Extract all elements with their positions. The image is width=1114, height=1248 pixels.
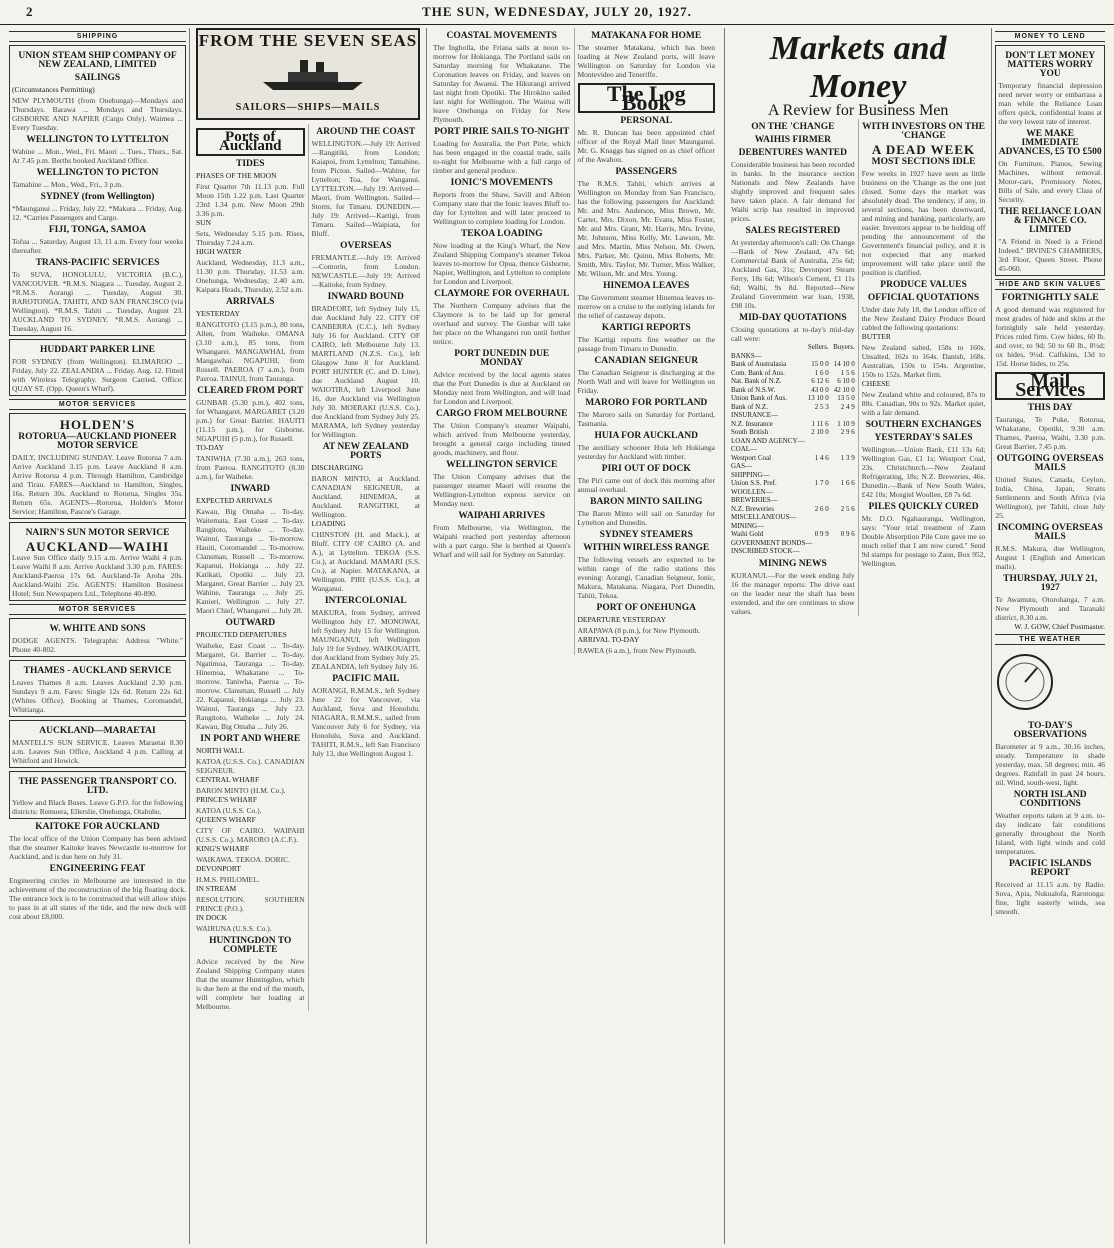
sun-heading: SUN [196,218,212,227]
buyers-header: Buyers. [833,343,855,351]
huia-heading: HUIA FOR AUCKLAND [594,431,698,441]
fill-text: Te Awamutu, Otorohanga, 7 a.m. New Plymouth and Taranaki district, 8.30 a.m. [995,595,1105,622]
table-row [731,369,855,378]
share-name: Union Bank of Aus. [731,394,787,402]
share-name: N.Z. Breweries [731,504,774,513]
fill-text: GUNBAR (5.30 p.m.), 402 tons, for Whangarei. MARGARET (3.20 p.m.) for Great Barrier. HAUITI (11.15 p.m.), for Gisborne. NGAPUHI (5 p.m.), for Russell. [196,398,305,443]
section-motor-services: MOTOR SERVICES [9,399,186,410]
table-row [731,377,855,386]
fill-text: Barometer at 9 a.m., 30.16 inches, steady. Temperature in shade yesterday, max. 58 degrees; min. 46 degrees. Rainfall in past 24 hours, nil. Wind, south-west, light. [995,742,1105,787]
fill-text: WAIKAWA. TEKOA. DORIC. [196,855,291,864]
incoming-overseas-heading: INCOMING OVERSEAS MAILS [997,523,1103,542]
piles-heading: PILES QUICKLY CURED [868,502,979,512]
sellers-value: 0 9 9 [814,530,829,538]
projected-departures-heading: PROJECTED DEPARTURES [196,630,287,639]
breweries-label: BREWERIES— [731,496,778,504]
sellers-value: 1 6 0 [814,368,829,377]
buyers-value: 0 9 6 [840,530,855,538]
table-row [731,360,855,369]
intercolonial-heading: INTERCOLONIAL [324,596,407,606]
share-name: Bank of N.S.W. [731,385,776,394]
kings-wharf-heading: KING'S WHARF [196,844,250,853]
debentures-heading: DEBENTURES WANTED [738,148,847,158]
markets-heading: Markets and Money [769,30,947,105]
ports-heading: Ports of Auckland [196,128,305,156]
thames-ad [9,660,186,717]
fill-text: *Maunganui ... Friday, July 22. *Makura ... Friday, Aug. 12. *Carries Passengers and Cargo. [12,204,183,222]
tides-heading: TIDES [235,159,265,169]
fill-text: From Melbourne, via Wellington, the Waipahi reached port yesterday afternoon with a part cargo. She is berthed at Queen's Wharf and will sail for Sydney on Saturday. [433,523,571,559]
share-name: Bank of Australasia [731,360,787,368]
outgoing-overseas-heading: OUTGOING OVERSEAS MAILS [996,454,1104,473]
fill-text: WAIRUNA (U.S.S. Co.). [196,924,272,933]
sellers-value: 2 6 0 [814,504,829,513]
fill-text: Tauranga, Te Puke, Rotorua, Whakatane, Opotiki, 9.30 a.m. Thames, Paeroa, Waihi, 3.30 p.m. Great Barrier, 7.45 p.m. [995,415,1105,451]
claymore-heading: CLAYMORE FOR OVERHAUL [434,289,570,299]
sellers-value: 6 12 6 [811,377,829,385]
waihis-firmer-heading: WAIHIS FIRMER [754,135,831,145]
fiji-heading: FIJI, TONGA, SAMOA [48,225,147,235]
sellers-value: 1 11 6 [811,419,829,428]
fill-text: Mr. D.O. Ngahauranga, Wellington, says: "Your trial treatment of Zann Double Absorption Pile Cure gave me so much relief that I am now cured." Send 9d stamps for postage to Zann, Box 952, Wellington. [861,514,986,568]
fill-text: Leaves Thames 8 a.m. Leaves Auckland 2.30 p.m. Sundays 9 a.m. Fares: Single 12s 6d. Return 22s 6d. (Whites Office). Booking at Thames, Coromandel, Whitianga. [12,678,183,714]
wellington-picton-heading: WELLINGTON TO PICTON [36,168,159,178]
union-company-ad [9,45,186,336]
around-coast-heading: AROUND THE COAST [316,127,416,137]
barometer-icon [995,652,1055,712]
coastal-column [426,28,721,1244]
ports-column [193,28,423,1244]
fill-text: Tofua ... Saturday, August 13, 11 a.m. Every four weeks thereafter. [12,237,183,255]
fill-text: BARON MINTO (H.M. Co.). [196,786,286,795]
share-table-blank-cell [731,343,803,352]
port-pirie-heading: PORT PIRIE SAILS TO-NIGHT [434,127,570,137]
central-wharf-heading: CENTRAL WHARF [196,775,260,784]
hinemoa-heading: HINEMOA LEAVES [603,281,690,291]
fill-text: Few weeks in 1927 have seen as little business on the 'Change as the one just closed. Some days the market was absolutely dead. The tendency, if any, in several sections, has been downward, and mining and banking, particularly, are easier. Investors appear to be holding off pending the announcement of the Government's financial policy, and it is not expected that any marked improvement will take place until the position is clarified. [861,169,986,277]
fill-text: The Ingholla, the Friana sails at noon to-morrow for Hokianga. The Portland sails on Saturday morning for Whakatane. The Coronation leaves on Friday, and leaves on Saturday for Awanui. The Hikurangi arrived last night from Opotiki. The Hirokino sailed last night for Wellington. The Wairua will leave Onehunga on Friday for New Plymouth. [433,43,571,124]
fill-text: The Government steamer Hinemoa leaves to-morrow on a cruise to the outlying islands for the relief of castaway depots. [577,293,715,320]
holdens-subheading: ROTORUA—AUCKLAND PIONEER MOTOR SERVICE [18,432,177,451]
category-row [731,522,855,531]
buyers-value: 2 4 9 [840,402,855,411]
table-row [731,505,855,514]
fill-text: DAILY, INCLUDING SUNDAY. Leave Rotorua 7 a.m. Arrive Auckland 3.15 p.m. Leave Auckland 8 a.m. Arrive Rotorua 4 p.m. Through Hamilton, Cambridge and Tirau. FARES—Auckland to Hamilton, Singles, 16s. Return 30s. Auckland to Rotorua, Singles 35s. Return 65s. AGENTS—Rotorua, Holden's Motor Service; Hamilton, Pascoe's Garage. [12,453,183,516]
fill-text: Under date July 18, the London office of the New Zealand Dairy Produce Board cabled the following quotations: [861,305,986,332]
sydney-steamers-heading: SYDNEY STEAMERS [599,530,693,540]
table-row [731,420,855,429]
huddart-ad [9,339,186,396]
fill-text: The local office of the Union Company has been advised that the steamer Kaitoke leaves Newcastle to-morrow for Auckland, and is due here on July 31. [9,834,186,861]
expected-arrivals-heading: EXPECTED ARRIVALS [196,496,273,505]
maraetai-ad [9,720,186,768]
fill-text: Received at 11.15 a.m. by Radio. Suva, Apia, Nukualofa, Rarotonga: fine, light easterly winds, sea smooth. [995,880,1105,916]
buyers-value: 14 10 0 [833,360,855,368]
share-name: Com. Bank of Aus. [731,368,785,377]
wellington-lyttelton-heading: WELLINGTON TO LYTTELTON [26,135,169,145]
fill-text: The Kartigi reports fine weather on the passage from Timaru to Dunedin. [577,335,715,353]
huddart-heading: HUDDART PARKER LINE [40,345,155,355]
steamship-icon [258,58,368,92]
sellers-value: 1 4 6 [814,453,829,462]
fortnightly-heading: FORTNIGHTLY SALE [1001,293,1099,303]
share-name: Nat. Bank of N.Z. [731,377,782,385]
fill-text: CITY OF CAIRO. WAIPAHI (U.S.S. Co.). MARORO (A.C.F.). [196,826,305,844]
inward-heading: INWARD [230,484,271,494]
ionics-heading: IONIC'S MOVEMENTS [450,178,553,188]
inscribed-stock-label: INSCRIBED STOCK— [731,547,800,555]
white-sons-heading: W. WHITE AND SONS [49,624,146,634]
sellers-value: 15 0 0 [811,360,829,368]
cargo-melbourne-heading: CARGO FROM MELBOURNE [436,409,568,419]
category-row [731,496,855,505]
onehunga-heading: PORT OF ONEHUNGA [596,603,696,613]
maroro-heading: MARORO FOR PORTLAND [585,398,708,408]
fill-text: RAWEA (6 a.m.), from New Plymouth. [577,646,697,655]
fill-text: On Furniture, Pianos, Sewing Machines, without removal. Motor-cars, Promissory Notes, Bills of Sale, and every Class of Security. [998,159,1102,204]
reliance-heading: THE RELIANCE LOAN & FINANCE CO. LIMITED [998,207,1102,235]
piri-heading: PIRI OUT OF DOCK [601,464,691,474]
kartigi-heading: KARTIGI REPORTS [601,323,691,333]
table-row [731,454,855,463]
share-name: South British [731,428,769,436]
govt-bonds-label: GOVERNMENT BONDS— [731,538,813,547]
produce-values-heading: PRODUCE VALUES [880,280,967,290]
official-quotations-heading: OFFICIAL QUOTATIONS [867,293,980,303]
misc-label: MISCELLANEOUS— [731,513,797,521]
wellington-service-heading: WELLINGTON SERVICE [446,460,558,470]
table-row [731,386,855,395]
at-nz-ports-heading: AT NEW ZEALAND PORTS [322,442,409,461]
discharging-heading: DISCHARGING [311,463,364,472]
waipahi-heading: WAIPAHI ARRIVES [458,511,546,521]
fill-text: Sets, Wednesday 5.15 p.m. Rises, Thursday 7.24 a.m. [196,229,305,247]
sellers-value: 43 0 0 [811,385,829,394]
fill-text: Closing quotations at to-day's mid-day call were: [731,325,855,343]
banks-label: BANKS— [731,351,762,360]
observations-heading: TO-DAY'S OBSERVATIONS [1013,721,1087,740]
buyers-value: 6 10 0 [837,377,855,385]
cleared-heading: CLEARED FROM PORT [197,386,304,396]
fill-text: Waiheke, East Coast ... To-day. Margaret, Gt. Barrier ... To-day. Ngatimoa, Tauranga ... To-day. Hinemoa, Whakatane ... To-morrow. Taniwha, Paeroa ... To-morrow. Clansman, Russell ... July 22. Kapanui, Hokianga ... July 23. Wainui, Tauranga ... July 23. Rangitoto, Waiheke ... July 24. Kawau, Big Omaha ... July 26. [196,641,305,731]
coastal-movements-heading: COASTAL MOVEMENTS [446,31,557,41]
fill-text: Wellington.—Union Bank, £11 13s 6d; Wellington Gas, £1 1s; Westport Coal, 23s. Christchurch.—New Zealand Refrigerating, 18s; N.Z. Breweries, 46s. Dunedin.—Bank of New South Wales, £42 10s; Mosgiel Woollen, £8 7s 6d. [861,445,986,499]
banner-title: FROM THE SEVEN SEAS [198,31,418,50]
share-table [731,343,855,556]
fill-text: Auckland, Wednesday, 11.3 a.m., 11.30 p.m. Thursday, 11.53 a.m. Onehunga, Wednesday, 2.40 a.m. Kaipara Heads, Thursday, 2.52 a.m. [196,258,305,294]
insurance-label: INSURANCE— [731,411,779,419]
section-motor-services-2: MOTOR SERVICES [9,604,186,615]
princes-wharf-heading: PRINCE'S WHARF [196,795,258,804]
shipping-label: SHIPPING— [731,470,770,479]
fill-text: To SUVA, HONOLULU, VICTORIA (B.C.), VANCOUVER. *R.M.S. Niagara ... Tuesday, August 2. *R.M.S. Aorangi ... Tuesday, August 30. RAROTONGA, TAHITI, AND SAN FRANCISCO (via Wellington). *R.M.S. Tahiti ... Tuesday, August 23. AUCKLAND TO SYDNEY. *R.M.S. Aorangi ... Tuesday, August 16. [12,270,183,333]
personal-heading: PERSONAL [620,116,673,126]
this-day-heading: THIS DAY [1027,403,1073,413]
weather-section: THE WEATHER [995,634,1105,645]
arrivals-heading: ARRIVALS [226,297,275,307]
table-row [731,530,855,539]
category-row [731,488,855,497]
markets-subheading: A Review for Business Men [767,102,949,119]
arrival-today-heading: ARRIVAL TO-DAY [577,635,640,644]
fill-text: KURANUI.—For the week ending July 16 the manager reports: The drive east on the leader near the shaft has been extended, and the ore continues to show values. [731,570,855,616]
engineering-heading: ENGINEERING FEAT [49,864,146,874]
white-sons-ad [9,618,186,657]
trans-pacific-heading: TRANS-PACIFIC SERVICES [35,258,160,268]
buyers-value: 1 3 9 [840,453,855,462]
fill-text: Reports from the Shaw, Savill and Albion Company state that the Ionic leaves Bluff to-day for Lyttelton and will later proceed to Wellington to complete loading for London. [433,190,571,226]
share-name: Bank of N.Z. [731,402,768,411]
sellers-header: Sellers. [807,343,829,351]
dead-week-heading: A DEAD WEEK [871,142,976,157]
share-name: N.Z. Insurance [731,419,773,428]
loan-agency-label: LOAN AND AGENCY— [731,436,805,445]
category-row [731,437,855,446]
fill-text: The Piri came out of dock this morning after annual overhaul. [577,476,715,494]
fill-text: AORANGI, R.M.M.S., left Sydney June 22 for Vancouver, via Auckland, Suva and Honolulu. NIAGARA, R.M.M.S., sailed from Vancouver July 6 for Sydney, via Honolulu, Suva and Auckland. TAHITI, R.M.S., left San Francisco July 13, due Wellington August 1. [311,686,420,758]
fill-text: KATOA (U.S.S. Co.). CANADIAN SEIGNEUR. [196,757,305,775]
buyers-value: 2 9 6 [840,428,855,436]
fill-text: Advice received by the local agents states that the Port Dunedin is due at Auckland on Monday next from Wellington, and will load for London and Liverpool. [433,370,571,406]
fill-text: Considerable business has been recorded in banks. In the insurance section Nationals and New Zealands have slightly improved and frequent sales have taken place. A fair demand for Waihi scrip has resulted in improved prices. [731,160,855,223]
category-row [731,352,855,361]
mining-label: MINING— [731,521,765,530]
share-name: Union S.S. Pref. [731,479,777,487]
fill-text: The Northern Company advises that the Claymore is to be laid up for general overhaul and survey. The Gunbar will take her place on the Whangarei run until further notice. [433,301,571,346]
north-wall-heading: NORTH WALL [196,746,244,755]
baron-minto-heading: BARON MINTO SAILING [590,497,703,507]
fill-text: The following vessels are expected to be within range of the radio stations this evening: Aorangi, Canadian Seigneur, Ionic, Makura, Matakana, Niagara, Port Dunedin, Tahiti, Tekoa. [577,555,715,600]
fill-text: A good demand was registered for most grades of hide and skins at the fortnightly sale held yesterday. Prices ruled firm. Cow hides, 60 lb. and over, to 9d; 50 to 60 lb., 8½d; ox hides, 9½d. Calfskins, 13d to 15d. Horse hides, to 25s. [995,305,1105,368]
fill-text: BARON MINTO, at Auckland. CANADIAN SEIGNEUR, at Auckland. HINEMOA, at Auckland. RANGITIKI, at Wellington. [311,474,420,519]
sellers-value: 13 10 0 [807,394,829,402]
banner-subtitle: SAILORS—SHIPS—MAILS [235,102,381,113]
page-number: 2 [26,4,34,19]
fill-text: United States, Canada, Ceylon, India, China, Japan, Straits Settlements and South Africa (via Wellington), per Tahiti, close July 25. [995,475,1105,520]
advances-heading: WE MAKE IMMEDIATE ADVANCES, £5 TO £500 [998,129,1102,157]
table-row [731,479,855,488]
fill-text: Now loading at the King's Wharf, the New Zealand Shipping Company's steamer Tekoa leaves to-morrow for Opua, thence Gisborne, Napier, Wellington, and Lyttelton to complete for London and Liverpool. [433,241,571,286]
today-heading: TO-DAY [196,443,224,452]
fill-text: DODGE AGENTS. Telegraphic Address "White." Phone 40-802. [12,636,183,654]
holdens-ad [9,413,186,519]
passenger-transport-ad [9,771,186,819]
share-name: Waihi Gold [731,530,764,538]
page-title: THE SUN, WEDNESDAY, JULY 20, 1927. [422,4,692,19]
fill-text: RESOLUTION. SOUTHERN PRINCE (P.O.). [196,895,305,913]
sellers-value: 2 5 3 [814,402,829,411]
thursday-heading: THURSDAY, JULY 21, 1927 [1003,574,1098,593]
fill-text: The Baron Minto will sail on Saturday for Lyttelton and Dunedin. [577,509,715,527]
kaitoke-heading: KAITOKE FOR AUCKLAND [35,822,160,832]
table-row [731,394,855,403]
maraetai-heading: AUCKLAND—MARAETAI [39,726,156,736]
tekoa-heading: TEKOA LOADING [460,229,543,239]
fill-text: CHINSTON (H. and Mack.), at Bluff. CITY OF CAIRO (A. and A.), at Lyttelton. TEKOA (S.S. Co.), at Auckland. MAMARI (S.S. Co.), at Napier. MATAKANA, at Wellington. PIRI (U.S.S. Co.), at Wanganui. [311,530,420,593]
fill-text: FREMANTLE.—July 19: Arrived—Comorin, from London. NEWCASTLE.—July 19: Arrived—Kaitoke, from Sydney. [311,253,420,289]
hide-skin-section: HIDE AND SKIN VALUES [995,279,1105,290]
fill-text: Temporary financial depression need never worry or embarrass a man while the Reliance Loan offers quick, confidential loans at the very lowest rate of interest. [998,81,1102,126]
fill-text: Engineering circles in Melbourne are interested in the achievement of the reconstruction of the big floating dock. The entrance lock is to be constructed that will allow ships to pass in at all states of the tide, and the new dock will cost about £8,000. [9,876,186,921]
fill-text: Leave Sun Office daily 9.15 a.m. Arrive Waihi 4 p.m. Leave Waihi 8 a.m. Arrive Auckland 3.30 p.m. FARES: Auckland-Paeroa 17s 6d. Auckland-Te Aroha 20s. Auckland-Waihi 25s. AGENTS: Hamilton Business Hotel; Sun Newspapers Ltd., Telephone 40-890. [12,553,183,598]
fill-text: BRADFORT, left Sydney July 15, due Auckland July 22. CITY OF CANBERRA (C.C.), left Sydney July 16 for Auckland. CITY OF CAIRO, left Melbourne July 13. MARTLAND (N.Z.S. Co.), left Glasgow June 8 for Auckland. PORT HUNTER (C. and D. Line), due Auckland August 10. WAIOTIRA, left Liverpool June 16, due Auckland via Wellington July 30. MOERAKI (U.S.S. Co.), due Auckland from Sydney July 25. MARAMA, left Sydney yesterday for Wellington. [311,304,420,439]
fill-text: The Maroro sails on Saturday for Portland, Tasmania. [577,410,715,428]
woollen-label: WOOLLEN— [731,487,773,496]
fill-text: R.M.S. Makura, due Wellington, August 1 (English and American mails). [995,544,1105,571]
fill-text: NEW PLYMOUTH (from Onehunga)—Mondays and Thursdays. Barawa ... Mondays and Thursdays. GISBORNE AND NAPIER (Cargo Only). Waimea ... Every Tuesday. [12,96,183,132]
markets-column [724,28,1108,1244]
fill-text: The steamer Matakana, which has been loading at New Zealand ports, will leave Wellington on Saturday for London via Montevideo and Teneriffe. [577,43,715,79]
holdens-heading: HOLDEN'S [59,417,136,432]
fill-text: KATOA (U.S.S. Co.). [196,806,262,815]
logbook-heading: The Log Book [578,83,716,113]
fill-text: Wahine ... Mon., Wed., Fri. Maori ... Tues., Thurs., Sat. At 7.45 p.m. Berths booked Auckland Office. [12,147,183,165]
category-row [731,471,855,480]
union-company-heading: UNION STEAM SHIP COMPANY OF NEW ZEALAND, LIMITED [18,51,177,70]
fill-text: The Union Company's steamer Waipahi, which arrived from Melbourne yesterday, brought a general cargo including tinned goods, machinery, and flour. [433,421,571,457]
wireless-heading: WITHIN WIRELESS RANGE [583,543,710,553]
columns [6,28,1108,1244]
sellers-value: 2 10 0 [811,428,829,436]
reliance-ad [995,45,1105,276]
share-name: Westport Coal [731,453,772,462]
fill-text: Advice received by the New Zealand Shipping Company states that the steamer Huntingdon, which is due here at the end of the month, will complete her loading at Melbourne. [196,957,305,1011]
passengers-heading: PASSENGERS [615,167,678,177]
thames-heading: THAMES - AUCKLAND SERVICE [23,666,172,676]
fill-text: Kawau, Big Omaha ... To-day. Waitemata, East Coast ... To-day. Rangitoto, Waiheke ... To-day. Wainui, Tauranga ... To-morrow. Hauiti, Coromandel ... To-morrow. Clansman, Russell ... To-morrow. Kapanui, Hokianga ... July 22. Katikati, Opotiki ... July 23. Margaret, Great Barrier ... July 23. Wahine, Tauranga ... July 25. Kanieri, Wellington ... July 27. Maori Chief, Whangarei ... July 28. [196,507,305,615]
fill-text: Yellow and Black Buses. Leave G.P.O. for the following districts: Remuera, Ellerslie, Onehunga, Otahuhu. [12,798,183,816]
nairns-heading: NAIRN'S SUN MOTOR SERVICE [25,528,170,538]
passenger-transport-heading: THE PASSENGER TRANSPORT CO. LTD. [18,777,177,796]
fill-text: The Union Company advises that the passenger steamer Maori will resume the Wellington-Lyttelton express service on Monday next. [433,472,571,508]
table-row [731,428,855,437]
fill-text: MAKURA, from Sydney, arrived Wellington July 17. MONOWAI, left Sydney July 15 for Wellington. MAUNGANUI, left Wellington July 19 for Sydney. WAIKOUAITI, due Auckland from Sydney July 25. ZEALANDIA, left Sydney July 16. [311,608,420,671]
fill-text: "A Friend in Need is a Friend Indeed." IRVINE'S CHAMBERS, 3rd Floor, Queen Street. Phone 45-060. [998,237,1102,273]
fill-text: RANGITOTO (3.15 p.m.), 80 tons, Allen, from Waiheke. OMANA (3.10 a.m.), 85 tons, from Whangarei. MANGAWHAI, from Mangawhai. NGAPUHI, from Russell. PAEROA (7 a.m.), from Paeroa. TAINUI, from Tauranga. [196,320,305,383]
fill-text: The auxiliary schooner Huia left Hokianga yesterday for Auckland with timber. [577,443,715,461]
auckland-waihi-heading: AUCKLAND—WAIHI [25,539,170,554]
fill-text: Tamahine ... Mon., Wed., Fri., 3 p.m. [12,180,124,189]
with-investors-heading: WITH INVESTORS ON THE 'CHANGE [862,122,985,141]
category-row [731,513,855,522]
fill-text: Weather reports taken at 9 a.m. to-day indicate fair conditions generally throughout the North Island, with light winds and cold temperatures. [995,811,1105,856]
loading-heading: LOADING [311,519,346,528]
fill-text: WELLINGTON.—July 19: Arrived—Rangitiki, from London; Kaiapoi, from Lyttelton; Tamahine, from Picton. Sailed—Wahine, for Lyttelton; Toa, for Wanganui. LYTTELTON.—July 19: Arrived—Maori, from Wellington. Sailed—Storm, for Timaru. DUNEDIN.—July 19: Arrived—Kartigi, from Timaru. Sailed—Waipiata, for Bluff. [311,139,420,238]
north-island-heading: NORTH ISLAND CONDITIONS [1013,790,1087,809]
fill-text: First Quarter 7th 11.13 p.m. Full Moon 15th 1.22 p.m. Last Quarter 23rd 1.34 p.m. New Moon 29th 3.36 p.m. [196,182,305,218]
devonport-heading: DEVONPORT [196,864,241,873]
sailings-note: (Circumstances Permitting) [12,85,95,94]
outward-heading: OUTWARD [225,618,276,628]
fill-text: New Zealand salted, 158s to 160s. Unsalted, 162s to 164s. Danish, 168s. Australian, 150s to 154s. Argentine, 150s to 152s. Market firm. [861,343,986,379]
moon-heading: PHASES OF THE MOON [196,171,277,180]
sydney-heading: SYDNEY (from Wellington) [40,192,155,202]
butter-heading: BUTTER [861,332,891,341]
category-row [731,547,855,556]
fill-text: The Canadian Seigneur is discharging at the North Wall and will leave for Wellington on Friday. [577,368,715,395]
dont-let-money-heading: DON'T LET MONEY MATTERS WORRY YOU [1005,51,1096,79]
masthead [0,0,1114,25]
buyers-value: 1 10 9 [837,419,855,428]
fill-text: New Zealand white and coloured, 87s to 88s. Canadian, 90s to 92s. Market quiet, with a fair demand. [861,390,986,417]
overseas-heading: OVERSEAS [340,241,392,251]
sellers-value: 1 7 0 [814,479,829,487]
buyers-value: 42 10 0 [833,385,855,394]
section-shipping: SHIPPING [9,31,186,42]
mining-news-heading: MINING NEWS [758,558,827,569]
buyers-value: 1 6 6 [840,479,855,487]
matakana-heading: MATAKANA FOR HOME [591,31,702,41]
buyers-value: 13 5 0 [837,394,855,402]
canadian-seigneur-heading: CANADIAN SEIGNEUR [594,356,699,366]
cheese-heading: CHEESE [861,379,891,388]
inward-bound-heading: INWARD BOUND [327,292,404,302]
mid-day-heading: MID-DAY QUOTATIONS [739,313,847,323]
fill-text: Loading for Australia, the Port Pirie, which has been engaged in the coastal trade, sails to-night for Melbourne with a full cargo of timber and general produce. [433,139,571,175]
category-row [731,462,855,471]
most-sections-heading: MOST SECTIONS IDLE [871,157,976,167]
in-dock-heading: IN DOCK [196,913,228,922]
in-port-heading: IN PORT AND WHERE [200,734,301,744]
southern-exchanges-heading: SOUTHERN EXCHANGES [865,420,982,430]
in-stream-heading: IN STREAM [196,884,237,893]
nairns-ad [9,522,186,601]
sales-registered-heading: SALES REGISTERED [745,226,841,236]
queens-wharf-heading: QUEEN'S WHARF [196,815,256,824]
yesterdays-sales-heading: YESTERDAY'S SALES [874,433,973,443]
gas-label: GAS— [731,462,753,470]
fill-text: At yesterday afternoon's call: On Change—Bank of New Zealand, 47s 6d; Commercial Bank of Australia, 25s 6d; Auckland Gas, 31s; Devonport Steam Ferry, 18s 6d; Wilson's Cement, £1 11s 6d; Waihi, 9s 8d. Reported—New Zealand Government war loan, 1938, £98 10s. [731,238,855,310]
departure-yesterday-heading: DEPARTURE YESTERDAY [577,615,667,624]
fill-text: MANTELL'S SUN SERVICE. Leaves Maraetai 8.30 a.m. Leaves Sun Office, Auckland 4 p.m. Calling at Whitford and Howick. [12,738,183,765]
fill-text: TANIWHA (7.30 a.m.), 263 tons, from Paeroa. RANGITOTO (8.30 a.m.), for Waiheke. [196,454,305,481]
category-row [731,445,855,454]
postmaster-signature: W. J. GOW, Chief Postmaster. [1014,622,1105,631]
buyers-value: 2 5 6 [840,504,855,513]
coal-label: COAL— [731,445,758,453]
high-water-heading: HIGH WATER [196,247,242,256]
money-to-lend-section: MONEY TO LEND [995,31,1105,42]
huntingdon-heading: HUNTINGDON TO COMPLETE [209,936,292,955]
fill-text: FOR SYDNEY (from Wellington). ELIMAROO ... Friday, July 22. ZEALANDIA ... Friday, Aug. 12. Fitted with Wireless Telegraphy. Surgeon Carried. Office: QUAY ST. (Opp. Queen's Wharf). [12,357,183,393]
fill-text: The R.M.S. Tahiti, which arrives at Wellington on Monday from San Francisco, has the following passengers for Auckland: Mr. and Mrs. Anderson, Miss Brown, Mr. Carter, Mrs. Dixon, Mr. Evans, Miss Foster, Mr. and Mrs. Grant, Mr. Harris, Mrs. Irvine, Mr. Johnson, Miss Kelly, Mr. Lawson, Mr. and Mrs. Martin, Miss Nelson, Mr. Owen, Mrs. Parker, Mr. Quinn, Miss Roberts, Mr. Smith, Mrs. Taylor, Mr. Turner, Miss Walker, Mr. Wilson, Mr. and Mrs. Young. [577,179,715,278]
table-header [731,343,855,352]
category-row [731,539,855,548]
shipping-column [6,28,190,1244]
seven-seas-banner [196,28,420,120]
category-row [731,411,855,420]
fill-text: H.M.S. PHILOMEL. [196,875,260,884]
pacific-islands-heading: PACIFIC ISLANDS REPORT [1008,859,1092,878]
on-change-heading: ON THE 'CHANGE [751,122,835,132]
yesterday-heading: YESTERDAY [196,309,240,318]
fill-text: ARAPAWA (8 p.m.), for New Plymouth. [577,626,701,635]
pacific-mail-heading: PACIFIC MAIL [332,674,400,684]
buyers-value: 1 5 6 [840,368,855,377]
fill-text: Mr. R. Duncan has been appointed chief officer of the Royal Mail liner Maunganui. Mr. G. Knaggs has signed on as chief officer of the Awahou. [577,128,715,164]
table-row [731,403,855,412]
mail-services-heading: Mail Services [995,372,1105,400]
sailings-heading: SAILINGS [74,73,121,83]
port-dunedin-heading: PORT DUNEDIN DUE MONDAY [454,349,550,368]
